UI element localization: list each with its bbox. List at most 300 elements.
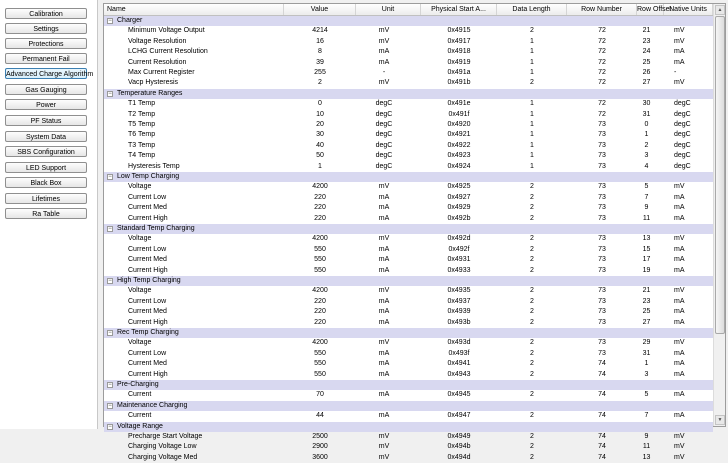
- cell-unit: mA: [378, 318, 390, 326]
- cell-physical-start-address: 0x4949: [447, 433, 471, 440]
- cell-row-offset: 5: [644, 183, 649, 191]
- cell-value[interactable]: 0: [318, 100, 322, 108]
- cell-name: T4 Temp: [128, 152, 156, 160]
- cell-row-offset: 13: [642, 235, 651, 243]
- cell-row-offset: 2: [644, 141, 649, 149]
- cell-data-length: 2: [530, 391, 534, 399]
- table-row[interactable]: [104, 78, 713, 88]
- table-row[interactable]: [104, 162, 713, 172]
- cell-data-length: 1: [530, 162, 534, 170]
- column-header-data-length[interactable]: Data Length: [497, 4, 567, 15]
- cell-unit: mV: [378, 235, 390, 243]
- column-header-unit[interactable]: Unit: [356, 4, 421, 15]
- table-row[interactable]: [104, 141, 713, 151]
- cell-name: Current High: [128, 214, 168, 222]
- cell-data-length: 1: [530, 152, 534, 160]
- cell-name: Current High: [128, 370, 168, 378]
- cell-native-units: mA: [674, 297, 685, 305]
- cell-row-offset: 11: [642, 443, 651, 451]
- cell-native-units: mV: [674, 27, 685, 35]
- cell-row-number: 74: [598, 453, 606, 461]
- column-header-value[interactable]: Value: [284, 4, 356, 15]
- cell-native-units: mV: [674, 453, 685, 461]
- cell-row-number: 73: [598, 318, 606, 326]
- group-name: Temperature Ranges: [117, 89, 183, 97]
- cell-native-units: mA: [674, 318, 685, 326]
- cell-native-units: mA: [674, 308, 685, 316]
- cell-data-length: 2: [530, 183, 534, 191]
- group-name: High Temp Charging: [117, 277, 181, 284]
- cell-value[interactable]: 220: [314, 297, 326, 305]
- nav-button-advanced-charge-algorithm[interactable]: Advanced Charge Algorithm: [5, 68, 87, 79]
- cell-native-units: degC: [674, 121, 691, 128]
- cell-row-offset: 24: [642, 48, 651, 56]
- cell-native-units: mV: [674, 287, 685, 295]
- cell-row-number: 73: [598, 297, 606, 305]
- cell-row-offset: 5: [644, 391, 649, 399]
- cell-physical-start-address: 0x4945: [447, 391, 471, 399]
- cell-value[interactable]: 550: [314, 370, 326, 378]
- cell-native-units: mA: [674, 412, 685, 420]
- cell-native-units: degC: [674, 131, 691, 139]
- cell-unit: degC: [375, 152, 393, 160]
- cell-data-length: 2: [530, 245, 534, 253]
- cell-physical-start-address: 0x491e: [447, 100, 471, 108]
- table-row[interactable]: [104, 370, 713, 380]
- cell-value[interactable]: 20: [316, 121, 324, 128]
- cell-physical-start-address: 0x4943: [447, 370, 471, 378]
- cell-name: Voltage: [128, 339, 152, 347]
- cell-row-offset: 23: [642, 37, 651, 45]
- table-row[interactable]: [104, 442, 713, 452]
- cell-physical-start-address: 0x4947: [447, 412, 471, 420]
- cell-value[interactable]: 8: [318, 48, 322, 56]
- cell-native-units: mA: [674, 245, 685, 253]
- cell-row-number: 72: [598, 110, 606, 118]
- cell-unit: mV: [378, 443, 390, 451]
- cell-value[interactable]: 4214: [312, 27, 328, 35]
- cell-value[interactable]: 220: [314, 193, 326, 201]
- cell-row-number: 73: [598, 245, 606, 253]
- cell-value[interactable]: 16: [316, 37, 324, 45]
- cell-row-offset: 27: [642, 79, 651, 87]
- cell-data-length: 2: [530, 318, 534, 326]
- collapse-minus-icon[interactable]: −: [108, 174, 112, 180]
- scroll-up-arrow-icon[interactable]: ▲: [715, 5, 725, 15]
- group-row[interactable]: [104, 328, 713, 338]
- cell-name: Voltage: [128, 235, 152, 243]
- cell-row-offset: 7: [644, 412, 649, 420]
- cell-physical-start-address: 0x4927: [447, 193, 471, 201]
- cell-native-units: mA: [674, 256, 685, 264]
- cell-name: Charging Voltage Med: [128, 453, 198, 461]
- cell-name: Hysteresis Temp: [128, 162, 180, 170]
- cell-value[interactable]: 255: [314, 69, 326, 76]
- cell-data-length: 2: [530, 443, 534, 451]
- cell-name: Voltage Resolution: [128, 37, 187, 45]
- nav-button-pf-status[interactable]: PF Status: [5, 115, 87, 126]
- cell-name: Current High: [128, 266, 168, 274]
- cell-value[interactable]: 1: [318, 162, 322, 170]
- nav-button-protections[interactable]: Protections: [5, 38, 87, 49]
- cell-data-length: 2: [530, 297, 534, 305]
- cell-value[interactable]: 2500: [312, 433, 328, 440]
- column-header-name[interactable]: Name: [104, 4, 284, 15]
- cell-row-number: 73: [598, 183, 606, 191]
- cell-data-length: 2: [530, 27, 534, 35]
- cell-data-length: 2: [530, 235, 534, 243]
- cell-unit: mA: [378, 349, 390, 357]
- cell-name: Precharge Start Voltage: [128, 433, 203, 440]
- cell-value[interactable]: 50: [316, 152, 324, 160]
- cell-physical-start-address: 0x4925: [447, 183, 471, 191]
- cell-row-offset: 30: [642, 100, 651, 108]
- cell-physical-start-address: 0x492d: [447, 235, 471, 243]
- group-row[interactable]: [104, 89, 713, 99]
- cell-row-number: 73: [598, 256, 606, 264]
- cell-native-units: mV: [674, 433, 685, 440]
- cell-row-number: 73: [598, 235, 606, 243]
- cell-native-units: mA: [674, 266, 685, 274]
- cell-name: Current Med: [128, 360, 167, 368]
- cell-data-length: 2: [530, 193, 534, 201]
- cell-name: Current Low: [128, 193, 167, 201]
- cell-name: Current Low: [128, 349, 167, 357]
- cell-row-number: 74: [598, 391, 606, 399]
- cell-value[interactable]: 220: [314, 204, 326, 212]
- cell-row-number: 72: [598, 58, 606, 66]
- cell-row-number: 73: [598, 141, 606, 149]
- table-row[interactable]: [104, 203, 713, 213]
- cell-row-offset: 1: [644, 131, 649, 139]
- cell-physical-start-address: 0x491a: [447, 69, 471, 76]
- cell-data-length: 2: [530, 453, 534, 461]
- cell-name: Voltage: [128, 183, 152, 191]
- cell-physical-start-address: 0x4917: [447, 37, 471, 45]
- cell-native-units: mV: [674, 183, 685, 191]
- cell-unit: mA: [378, 360, 390, 368]
- nav-button-lifetimes[interactable]: Lifetimes: [5, 193, 87, 204]
- cell-physical-start-address: 0x4921: [447, 131, 471, 139]
- cell-physical-start-address: 0x4941: [447, 360, 471, 368]
- cell-name: Minimum Voltage Output: [128, 27, 205, 35]
- table-row[interactable]: [104, 151, 713, 161]
- cell-row-offset: 31: [642, 349, 651, 357]
- cell-value[interactable]: 10: [316, 110, 324, 118]
- cell-native-units: mA: [674, 360, 685, 368]
- cell-physical-start-address: 0x4920: [447, 121, 471, 128]
- cell-value[interactable]: 39: [316, 58, 324, 66]
- group-name: Voltage Range: [117, 422, 163, 430]
- column-header-row-number[interactable]: Row Number: [567, 4, 637, 15]
- cell-unit: mA: [378, 58, 390, 66]
- column-header-physical-start-a[interactable]: Physical Start A...: [421, 4, 497, 15]
- cell-value[interactable]: 220: [314, 214, 326, 222]
- cell-row-number: 73: [598, 121, 606, 128]
- vertical-scrollbar[interactable]: [713, 4, 725, 426]
- cell-row-number: 74: [598, 360, 606, 368]
- cell-unit: mA: [378, 204, 390, 212]
- cell-row-offset: 31: [642, 110, 651, 118]
- cell-name: Max Current Register: [128, 69, 195, 76]
- cell-value[interactable]: 2: [318, 79, 322, 87]
- table-row[interactable]: [104, 120, 713, 130]
- cell-native-units: mV: [674, 339, 685, 347]
- cell-physical-start-address: 0x4919: [447, 58, 471, 66]
- table-row[interactable]: [104, 234, 713, 244]
- table-row[interactable]: [104, 130, 713, 140]
- cell-physical-start-address: 0x4918: [447, 48, 471, 56]
- table-row[interactable]: [104, 411, 713, 421]
- nav-button-power[interactable]: Power: [5, 99, 87, 110]
- cell-name: Current Resolution: [128, 58, 187, 66]
- table-row[interactable]: [104, 99, 713, 109]
- cell-physical-start-address: 0x493b: [447, 318, 471, 326]
- cell-row-offset: 23: [642, 297, 651, 305]
- cell-row-number: 74: [598, 370, 606, 378]
- cell-data-length: 1: [530, 69, 534, 76]
- cell-unit: mV: [378, 37, 390, 45]
- cell-name: Vacp Hysteresis: [128, 79, 179, 87]
- table-row[interactable]: [104, 182, 713, 192]
- cell-name: Current Med: [128, 308, 167, 316]
- cell-value[interactable]: 220: [314, 318, 326, 326]
- group-name: Charger: [117, 17, 143, 24]
- group-row[interactable]: [104, 422, 713, 432]
- cell-value[interactable]: 70: [316, 391, 324, 399]
- cell-data-length: 2: [530, 266, 534, 274]
- cell-row-number: 73: [598, 131, 606, 139]
- cell-physical-start-address: 0x4923: [447, 152, 471, 160]
- cell-data-length: 2: [530, 256, 534, 264]
- cell-row-offset: 4: [644, 162, 649, 170]
- cell-value[interactable]: 220: [314, 308, 326, 316]
- cell-data-length: 1: [530, 141, 534, 149]
- cell-row-number: 72: [598, 48, 606, 56]
- cell-row-number: 73: [598, 204, 606, 212]
- table-row[interactable]: [104, 47, 713, 57]
- cell-value[interactable]: 4200: [312, 235, 328, 243]
- table-row[interactable]: [104, 68, 713, 78]
- cell-data-length: 1: [530, 110, 534, 118]
- nav-button-system-data[interactable]: System Data: [5, 131, 87, 142]
- scroll-thumb[interactable]: [715, 16, 725, 334]
- table-row[interactable]: [104, 390, 713, 400]
- table-row[interactable]: [104, 26, 713, 36]
- group-name: Low Temp Charging: [117, 173, 180, 180]
- cell-physical-start-address: 0x492f: [448, 245, 470, 253]
- cell-native-units: degC: [674, 100, 691, 108]
- table-row[interactable]: [104, 432, 713, 442]
- cell-data-length: 2: [530, 204, 534, 212]
- cell-row-number: 74: [598, 412, 606, 420]
- sidebar: [0, 0, 98, 429]
- cell-physical-start-address: 0x492b: [447, 214, 471, 222]
- table-row[interactable]: [104, 255, 713, 265]
- cell-row-offset: 9: [644, 204, 649, 212]
- scroll-down-arrow-icon[interactable]: ▼: [715, 415, 725, 425]
- cell-row-number: 72: [598, 37, 606, 45]
- cell-data-length: 1: [530, 48, 534, 56]
- cell-data-length: 2: [530, 349, 534, 357]
- cell-data-length: 2: [530, 370, 534, 378]
- cell-value[interactable]: 550: [314, 360, 326, 368]
- cell-native-units: mV: [674, 79, 685, 87]
- cell-physical-start-address: 0x4939: [447, 308, 471, 316]
- cell-value[interactable]: 4200: [312, 183, 328, 191]
- group-row[interactable]: [104, 224, 713, 234]
- cell-row-number: 73: [598, 339, 606, 347]
- cell-native-units: mA: [674, 391, 685, 399]
- cell-data-length: 1: [530, 131, 534, 139]
- grid-body: [104, 16, 713, 461]
- column-header-row-offset[interactable]: Row Offset: [637, 6, 672, 13]
- cell-unit: degC: [375, 100, 393, 108]
- cell-physical-start-address: 0x4924: [447, 162, 471, 170]
- cell-native-units: degC: [674, 110, 691, 118]
- table-row[interactable]: [104, 318, 713, 328]
- cell-physical-start-address: 0x4931: [447, 256, 471, 264]
- cell-value[interactable]: 44: [316, 412, 324, 420]
- nav-button-gas-gauging[interactable]: Gas Gauging: [5, 84, 87, 95]
- cell-value[interactable]: 3600: [312, 453, 328, 461]
- grid-header: [104, 4, 713, 16]
- cell-value[interactable]: 40: [316, 141, 324, 149]
- cell-native-units: degC: [674, 162, 691, 170]
- table-row[interactable]: [104, 214, 713, 224]
- cell-row-number: 73: [598, 152, 606, 160]
- group-row[interactable]: [104, 401, 713, 411]
- cell-native-units: mA: [674, 349, 685, 357]
- cell-value[interactable]: 2900: [312, 443, 328, 451]
- cell-value[interactable]: 30: [316, 131, 324, 139]
- cell-name: T2 Temp: [128, 110, 156, 118]
- cell-physical-start-address: 0x4915: [447, 27, 471, 35]
- cell-native-units: mA: [674, 58, 685, 66]
- cell-row-offset: 3: [644, 370, 649, 378]
- cell-data-length: 2: [530, 308, 534, 316]
- cell-native-units: mV: [674, 37, 685, 45]
- collapse-minus-icon[interactable]: −: [108, 278, 112, 284]
- cell-unit: mA: [378, 193, 390, 201]
- cell-row-number: 72: [598, 79, 606, 87]
- cell-row-offset: 27: [642, 318, 651, 326]
- group-row[interactable]: [104, 172, 713, 182]
- cell-data-length: 2: [530, 339, 534, 347]
- column-header-native-units[interactable]: Native Units: [664, 4, 713, 15]
- nav-button-ra-table[interactable]: Ra Table: [5, 208, 87, 219]
- table-row[interactable]: [104, 266, 713, 276]
- cell-native-units: mA: [674, 193, 685, 201]
- group-row[interactable]: [104, 380, 713, 390]
- cell-physical-start-address: 0x491b: [447, 79, 471, 87]
- data-grid: [103, 3, 726, 461]
- table-row[interactable]: [104, 37, 713, 47]
- table-row[interactable]: [104, 58, 713, 68]
- cell-data-length: 2: [530, 360, 534, 368]
- cell-native-units: -: [674, 69, 677, 76]
- cell-physical-start-address: 0x4937: [447, 297, 471, 305]
- cell-name: Current Low: [128, 245, 167, 253]
- cell-unit: mA: [378, 245, 390, 253]
- cell-physical-start-address: 0x4933: [447, 266, 471, 274]
- cell-value[interactable]: 550: [314, 245, 326, 253]
- nav-button-black-box[interactable]: Black Box: [5, 177, 87, 188]
- cell-unit: mA: [378, 391, 390, 399]
- table-row[interactable]: [104, 307, 713, 317]
- cell-value[interactable]: 4200: [312, 287, 328, 295]
- cell-row-offset: 15: [642, 245, 651, 253]
- collapse-minus-icon[interactable]: −: [108, 90, 112, 97]
- nav-button-settings[interactable]: Settings: [5, 23, 87, 34]
- nav-button-permanent-fail[interactable]: Permanent Fail: [5, 53, 87, 64]
- cell-row-number: 74: [598, 443, 606, 451]
- cell-unit: mV: [378, 433, 390, 440]
- cell-native-units: mA: [674, 370, 685, 378]
- cell-value[interactable]: 4200: [312, 339, 328, 347]
- cell-name: T3 Temp: [128, 141, 156, 149]
- table-row[interactable]: [104, 359, 713, 369]
- collapse-minus-icon[interactable]: −: [108, 402, 112, 409]
- cell-value[interactable]: 550: [314, 266, 326, 274]
- cell-row-number: 72: [598, 69, 606, 76]
- cell-row-number: 73: [598, 266, 606, 274]
- table-row[interactable]: [104, 297, 713, 307]
- collapse-minus-icon[interactable]: −: [108, 226, 112, 232]
- nav-button-led-support[interactable]: LED Support: [5, 162, 87, 173]
- collapse-minus-icon[interactable]: −: [108, 330, 112, 336]
- cell-unit: mV: [378, 183, 390, 191]
- cell-row-offset: 17: [642, 256, 651, 264]
- cell-native-units: degC: [674, 141, 691, 149]
- cell-unit: mV: [378, 79, 390, 87]
- cell-native-units: mV: [674, 443, 685, 451]
- table-row[interactable]: [104, 286, 713, 296]
- cell-row-number: 73: [598, 308, 606, 316]
- cell-value[interactable]: 550: [314, 256, 326, 264]
- cell-unit: mV: [378, 339, 390, 347]
- cell-physical-start-address: 0x491f: [448, 110, 470, 118]
- group-name: Standard Temp Charging: [117, 225, 195, 232]
- nav-button-calibration[interactable]: Calibration: [5, 8, 87, 19]
- table-row[interactable]: [104, 245, 713, 255]
- cell-name: Current Med: [128, 204, 167, 212]
- table-row[interactable]: [104, 110, 713, 120]
- cell-unit: mA: [378, 412, 390, 420]
- cell-unit: mV: [378, 287, 390, 295]
- cell-name: Current Med: [128, 256, 167, 264]
- nav-button-sbs-configuration[interactable]: SBS Configuration: [5, 146, 87, 157]
- cell-name: T6 Temp: [128, 131, 156, 139]
- collapse-minus-icon[interactable]: −: [108, 423, 112, 430]
- cell-row-offset: 9: [644, 433, 649, 440]
- table-row[interactable]: [104, 453, 713, 463]
- cell-row-offset: 3: [644, 152, 649, 160]
- cell-unit: mA: [378, 48, 390, 56]
- group-row[interactable]: [104, 276, 713, 286]
- group-row[interactable]: [104, 16, 713, 26]
- collapse-minus-icon[interactable]: −: [108, 18, 112, 24]
- table-row[interactable]: [104, 193, 713, 203]
- table-row[interactable]: [104, 349, 713, 359]
- cell-data-length: 2: [530, 412, 534, 420]
- cell-unit: mA: [378, 256, 390, 264]
- cell-physical-start-address: 0x4922: [447, 141, 471, 149]
- table-row[interactable]: [104, 338, 713, 348]
- cell-row-number: 73: [598, 214, 606, 222]
- cell-value[interactable]: 550: [314, 349, 326, 357]
- collapse-minus-icon[interactable]: −: [108, 382, 112, 388]
